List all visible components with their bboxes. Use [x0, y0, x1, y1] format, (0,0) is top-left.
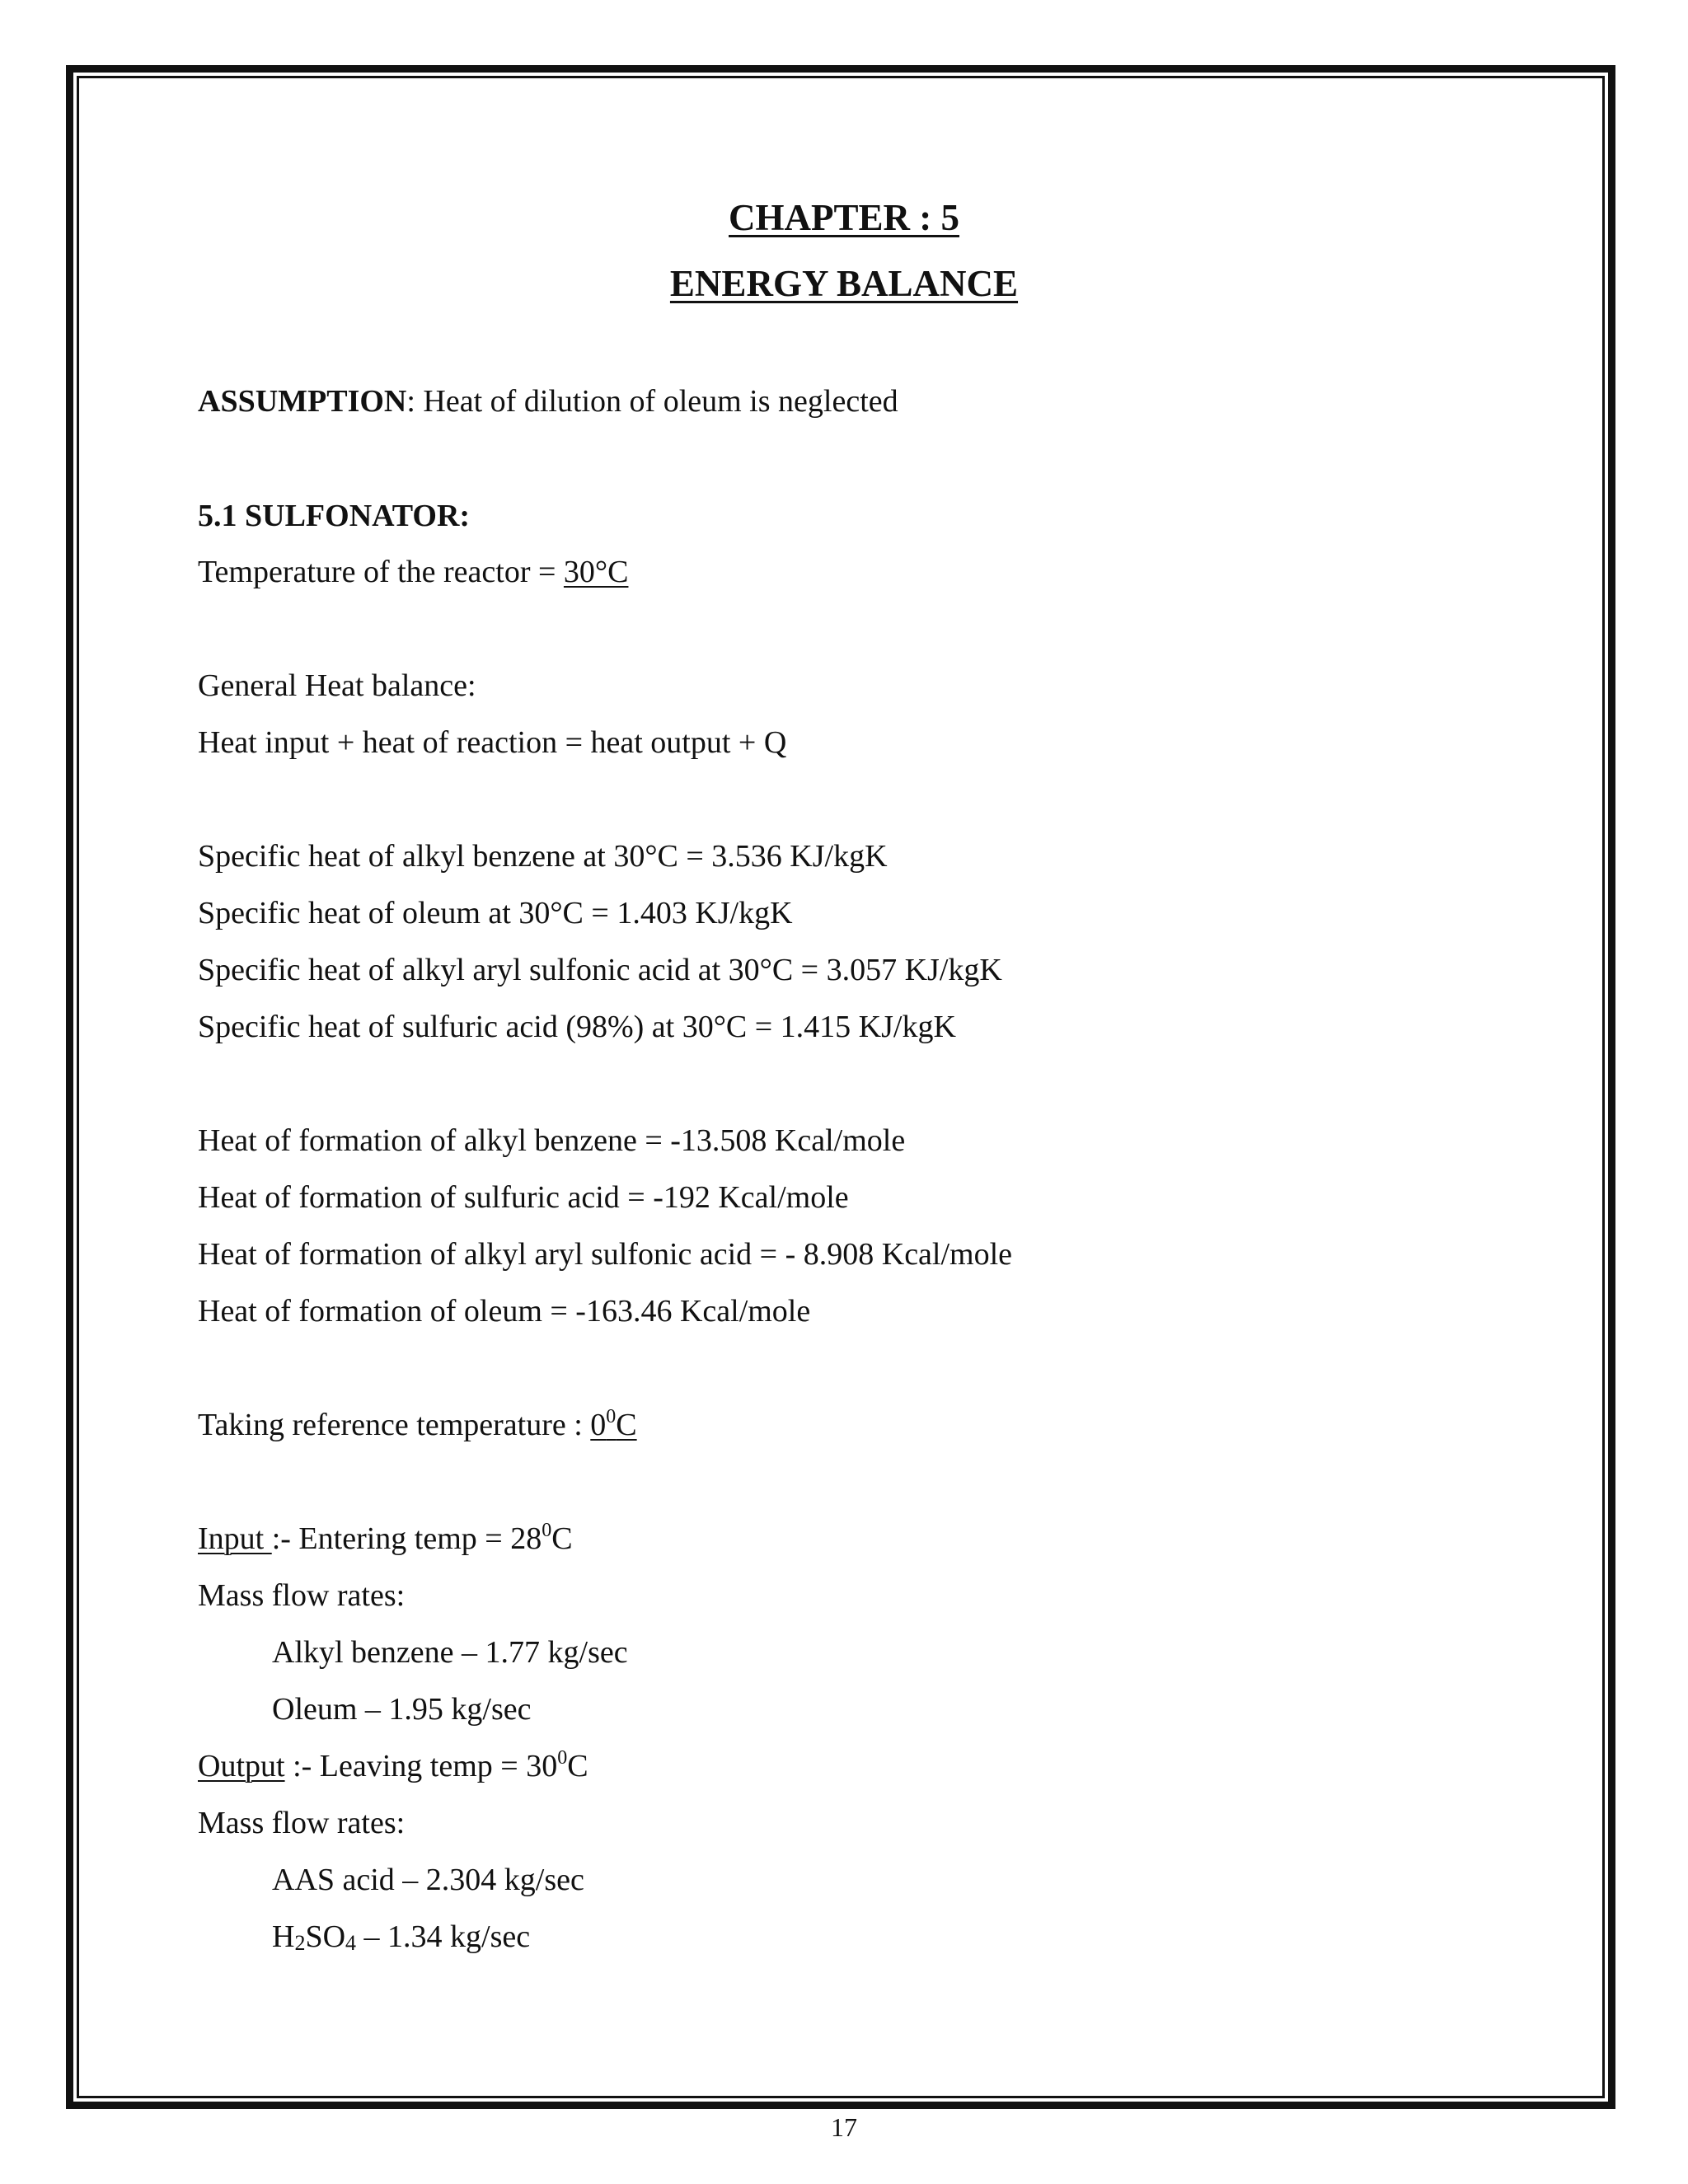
heat-of-formation-line: Heat of formation of alkyl aryl sulfonic acid = - 8.908 Kcal/mole	[198, 1237, 1013, 1272]
reference-temp-value: $0^0C$	[590, 1406, 637, 1442]
heat-of-formation-line: Heat of formation of sulfuric acid = -192 Kcal/mole	[198, 1180, 849, 1215]
input-temp-text: :- Entering temp = 28	[271, 1521, 542, 1556]
input-line	[198, 1521, 573, 1558]
output-mass-label: Mass flow rates:	[198, 1806, 406, 1840]
input-mass-label: Mass flow rates:	[198, 1578, 406, 1613]
specific-heat-line: Specific heat of alkyl benzene at 30°C = 3.536 KJ/kgK	[198, 839, 888, 874]
page-number: 17	[831, 2112, 857, 2142]
output-unit: C	[567, 1749, 588, 1783]
assumption-label: ASSUMPTION	[198, 384, 407, 419]
chapter-heading: CHAPTER : 5	[729, 197, 959, 238]
degree-superscript: 0	[542, 1520, 552, 1541]
specific-heat-line: Specific heat of sulfuric acid (98%) at 30°C = 1.415 KJ/kgK	[198, 1010, 956, 1044]
output-flow-item-h2so4: $H_2SO_4 - 1.34$ kg/sec	[272, 1919, 531, 1955]
output-line	[198, 1748, 588, 1786]
specific-heat-line: Specific heat of alkyl aryl sulfonic acid at 30°C = 3.057 KJ/kgK	[198, 953, 1002, 987]
output-temp-text: :- Leaving temp = 30	[284, 1749, 558, 1783]
heat-balance-heading: General Heat balance:	[198, 668, 476, 703]
input-flow-item: Alkyl benzene – 1.77 kg/sec	[272, 1635, 628, 1670]
section-heading: 5.1 SULFONATOR:	[198, 499, 471, 533]
degree-superscript: 0	[557, 1747, 568, 1769]
specific-heat-line: Specific heat of oleum at 30°C = 1.403 KJ/kgK	[198, 896, 793, 930]
assumption-line	[198, 383, 898, 421]
reactor-temp-label: Temperature of the reactor =	[198, 555, 564, 589]
heat-of-formation-line: Heat of formation of alkyl benzene = -13.508 Kcal/mole	[198, 1123, 906, 1158]
heat-of-formation-line: Heat of formation of oleum = -163.46 Kcal/mole	[198, 1294, 811, 1329]
reactor-temp-value: 30°C	[563, 555, 629, 589]
page-border-inner	[77, 76, 1605, 2098]
assumption-text: : Heat of dilution of oleum is neglected	[406, 384, 898, 419]
input-unit: C	[551, 1521, 573, 1556]
reactor-temp-line	[198, 554, 628, 592]
reference-temp-label: Taking reference temperature :	[198, 1408, 591, 1442]
input-label: Input	[198, 1521, 272, 1556]
reference-temp-line	[198, 1407, 637, 1445]
output-flow-item: AAS acid – 2.304 kg/sec	[272, 1863, 584, 1897]
output-label: Output	[198, 1749, 285, 1783]
page-title: ENERGY BALANCE	[669, 263, 1019, 304]
heat-balance-equation: Heat input + heat of reaction = heat output + Q	[198, 725, 787, 760]
input-flow-item: Oleum – 1.95 kg/sec	[272, 1692, 532, 1727]
